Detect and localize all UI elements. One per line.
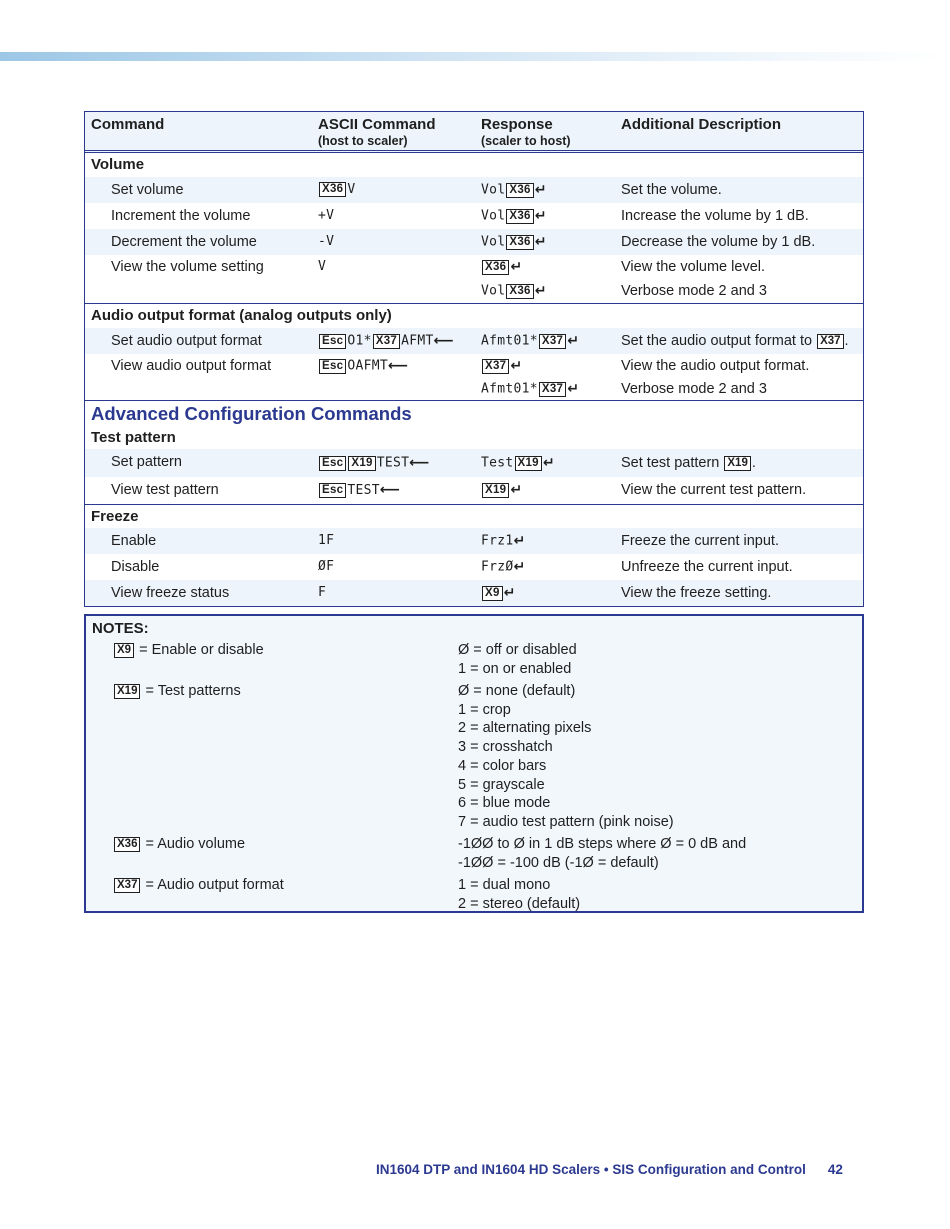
description-cell: View the freeze setting. [621,585,772,601]
enter-icon: ↵ [510,259,523,275]
enter-icon: ↵ [534,234,547,250]
table-row [85,229,863,255]
description-cell: Set the audio output format to X37 . [621,333,849,349]
x37-box: X37 [482,359,509,374]
description-cell: Unfreeze the current input. [621,559,793,575]
response-cell: Afmt01* X37 ↵ [481,333,580,349]
command-cell: View audio output format [111,358,272,374]
x19-box: X19 [482,483,509,498]
table-row [85,580,863,606]
response-cell: Vol X36 ↵ [481,208,547,224]
enter-icon: ↵ [513,533,526,549]
x36-box: X36 [506,209,533,224]
description-cell: Verbose mode 2 and 3 [621,283,767,299]
note-values-x19 [458,682,674,832]
x36-box: X36 [506,183,533,198]
ascii-cell: V [318,259,327,274]
x37-box: X37 [373,334,400,349]
enter-icon: ↵ [567,333,580,349]
header-description: Additional Description [621,116,782,133]
response-cell: Vol X36 ↵ [481,283,547,299]
command-table [84,111,864,607]
page-footer [376,1162,843,1177]
footer-title: IN1604 DTP and IN1604 HD Scalers • SIS Configuration and Control [376,1162,806,1177]
table-row [85,477,863,504]
ascii-cell: +V [318,208,335,223]
header-gradient-bar [0,52,950,61]
arrow-left-icon: ⟵ [409,455,430,471]
response-cell: Vol X36 ↵ [481,182,547,198]
note-value: Ø = none (default) [458,683,576,699]
response-cell: FrzØ↵ [481,559,526,575]
table-row [85,255,863,279]
response-cell [481,477,522,504]
esc-box: Esc [319,334,346,349]
note-value: 1 = on or enabled [458,660,572,677]
note-value: 1 = dual mono [458,877,551,893]
command-cell: Set pattern [111,454,182,470]
table-row [85,354,863,378]
ascii-cell: 1F [318,533,335,548]
x19-box: X19 [515,456,542,471]
enter-icon: ↵ [567,381,580,397]
esc-box: Esc [319,359,346,374]
table-row [85,554,863,580]
note-value: -1ØØ = -100 dB (-1Ø = default) [458,854,659,871]
header-command: Command [91,116,165,133]
description-cell: Set test pattern X19 . [621,455,756,471]
x19-box: X19 [724,456,750,471]
table-row [85,279,863,303]
header-response: Response [481,116,553,133]
note-key-x36: X36 = Audio volume [113,836,245,852]
x9-box: X9 [482,586,503,601]
section-freeze [85,504,863,528]
enter-icon: ↵ [510,358,523,374]
x19-box: X19 [114,684,140,699]
note-key-x37: X37 = Audio output format [113,877,284,893]
note-value: Ø = off or disabled [458,642,577,658]
description-cell: View the volume level. [621,259,766,275]
arrow-left-icon: ⟵ [379,482,401,498]
x36-box: X36 [319,182,346,197]
response-cell: Afmt01* X37 ↵ [481,381,580,397]
ascii-cell: F [318,585,327,600]
section-advanced [85,400,863,427]
table-row [85,449,863,477]
command-cell: Enable [111,533,157,549]
description-cell: Decrease the volume by 1 dB. [621,234,816,250]
x37-box: X37 [114,878,140,893]
x37-box: X37 [539,334,566,349]
command-cell: Set audio output format [111,333,262,349]
note-value: 5 = grayscale [458,776,545,793]
table-row [85,378,863,400]
command-cell: Disable [111,559,160,575]
x36-box: X36 [482,260,509,275]
x37-box: X37 [817,334,843,349]
ascii-cell: Esc O1* X37 AFMT⟵ [318,328,454,355]
description-cell: View the current test pattern. [621,482,807,498]
section-label: Volume [91,156,145,173]
description-cell: Set the volume. [621,182,722,198]
ascii-cell: Esc X19 TEST⟵ [318,449,430,478]
section-test-pattern [85,427,863,449]
table-row [85,177,863,203]
enter-icon: ↵ [503,585,516,601]
note-value: 3 = crosshatch [458,739,553,756]
section-volume [85,153,863,177]
notes-box [84,614,864,913]
x36-box: X36 [506,235,533,250]
esc-box: Esc [319,483,346,498]
section-label: Test pattern [91,429,176,446]
esc-box: Esc [319,456,346,471]
enter-icon: ↵ [534,182,547,198]
command-cell: View freeze status [111,585,230,601]
description-cell: Increase the volume by 1 dB. [621,208,809,224]
x9-box: X9 [114,643,134,658]
description-cell: Freeze the current input. [621,533,779,549]
x19-box: X19 [348,456,375,471]
ascii-cell: Esc OAFMT⟵ [318,354,408,379]
command-cell: Set volume [111,182,184,198]
response-cell [481,354,522,379]
section-label: Freeze [91,508,139,525]
enter-icon: ↵ [513,559,526,575]
notes-title: NOTES: [92,620,149,637]
note-value: -1ØØ to Ø in 1 dB steps where Ø = 0 dB and [458,836,747,852]
description-cell: Verbose mode 2 and 3 [621,381,767,397]
command-cell: Decrement the volume [111,234,257,250]
ascii-cell: Esc TEST⟵ [318,477,400,504]
note-values-x36 [458,835,746,872]
enter-icon: ↵ [510,482,523,498]
arrow-left-icon: ⟵ [433,333,455,349]
note-key-x19: X19 = Test patterns [113,683,241,699]
command-cell: View the volume setting [111,259,264,275]
table-row [85,328,863,354]
note-value: 4 = color bars [458,757,547,774]
header-ascii-sub: (host to scaler) [318,134,408,148]
x36-box: X36 [114,837,140,852]
command-cell: Increment the volume [111,208,251,224]
x37-box: X37 [539,382,566,397]
x36-box: X36 [506,284,533,299]
arrow-left-icon: ⟵ [388,358,409,374]
enter-icon: ↵ [542,455,555,471]
response-cell: Vol X36 ↵ [481,234,547,250]
section-label: Audio output format (analog outputs only) [91,307,392,324]
description-cell: View the audio output format. [621,358,810,374]
response-cell [481,580,516,607]
ascii-cell: ØF [318,559,335,574]
table-row [85,203,863,229]
note-values-x9 [458,641,577,678]
response-cell [481,255,522,280]
response-cell: Frz1↵ [481,533,526,549]
header-ascii: ASCII Command [318,116,436,133]
note-value: 1 = crop [458,701,511,718]
note-value: 2 = stereo (default) [458,895,581,912]
note-key-x9: X9 = Enable or disable [113,642,264,658]
header-response-sub: (scaler to host) [481,134,571,148]
enter-icon: ↵ [534,208,547,224]
response-cell: Test X19 ↵ [481,455,555,471]
enter-icon: ↵ [534,283,547,299]
table-row [85,528,863,554]
table-header [85,112,863,153]
section-audio [85,303,863,328]
note-values-x37 [458,876,580,913]
ascii-cell: -V [318,234,335,249]
advanced-title: Advanced Configuration Commands [91,403,412,424]
note-value: 6 = blue mode [458,795,551,812]
note-value: 2 = alternating pixels [458,720,592,737]
page-number: 42 [827,1162,843,1177]
ascii-cell: X36 V [318,177,356,203]
note-value: 7 = audio test pattern (pink noise) [458,813,674,830]
command-cell: View test pattern [111,482,219,498]
